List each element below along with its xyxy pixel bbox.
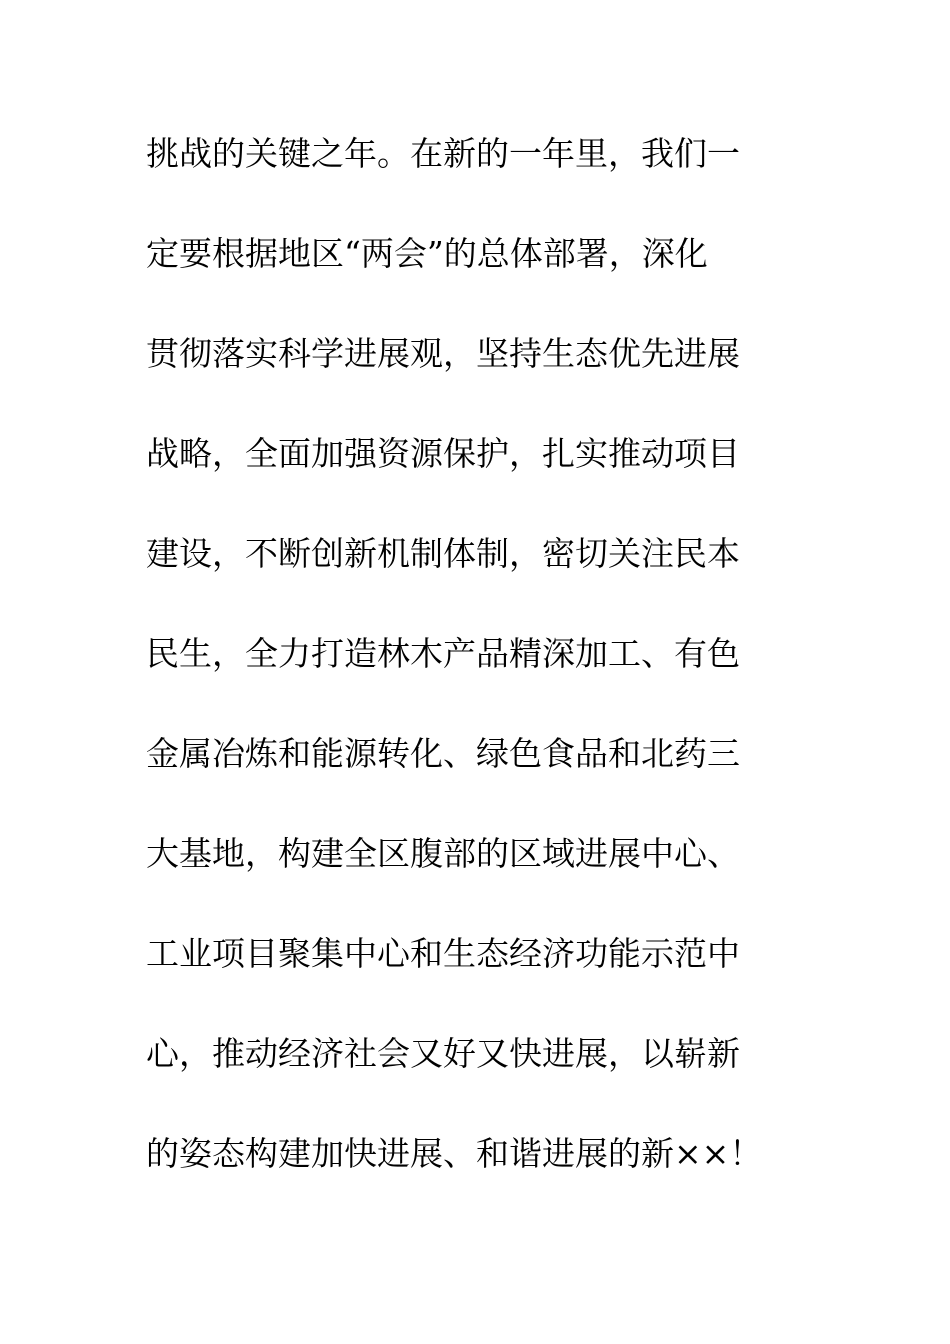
- text-line-9: 工业项目聚集中心和生态经济功能示范中: [146, 934, 740, 973]
- text-line-11: 的姿态构建加快进展、和谐进展的新××！: [146, 1134, 763, 1173]
- text-line-7: 金属冶炼和能源转化、绿色食品和北药三: [146, 734, 740, 773]
- body-paragraph: [146, 126, 826, 1226]
- text-line-10: 心，推动经济社会又好又快进展，以崭新: [146, 1034, 740, 1073]
- text-line-2: 定要根据地区“两会”的总体部署，深化: [146, 234, 708, 273]
- text-line-4: 战略，全面加强资源保护，扎实推动项目: [146, 434, 740, 473]
- text-line-1: 挑战的关键之年。在新的一年里，我们一: [146, 134, 740, 173]
- text-line-8: 大基地，构建全区腹部的区域进展中心、: [146, 834, 740, 873]
- text-line-5: 建设，不断创新机制体制，密切关注民本: [146, 534, 740, 573]
- text-line-6: 民生，全力打造林木产品精深加工、有色: [146, 634, 740, 673]
- text-line-3: 贯彻落实科学进展观，坚持生态优先进展: [146, 334, 740, 373]
